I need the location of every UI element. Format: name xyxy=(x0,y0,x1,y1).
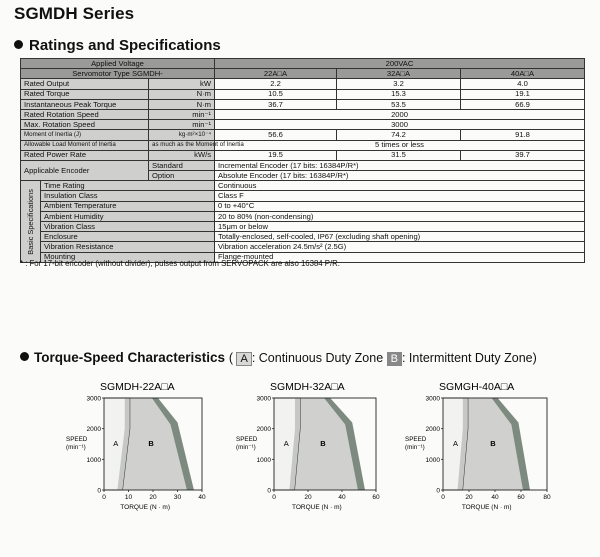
row-unit: kg·m²×10⁻⁴ xyxy=(149,130,215,140)
row-label: Allowable Load Moment of Inertia xyxy=(21,140,149,150)
basic-spec-label xyxy=(21,181,41,263)
table-row xyxy=(21,242,585,252)
encoder-option-label: Option xyxy=(149,171,215,181)
cell: 31.5 xyxy=(337,150,461,160)
x-axis-label: TORQUE (N · m) xyxy=(461,504,512,511)
row-unit: kW xyxy=(149,79,215,89)
cell: 74.2 xyxy=(337,130,461,140)
torque-title-text: Torque-Speed Characteristics xyxy=(34,350,226,365)
torque-section-title xyxy=(20,350,537,366)
encoder-label: Applicable Encoder xyxy=(21,160,149,180)
torque-speed-charts xyxy=(0,376,600,551)
cell: 15.3 xyxy=(337,89,461,99)
row-label: Rated Torque xyxy=(21,89,149,99)
row-label: Rated Power Rate xyxy=(21,150,149,160)
y-tick-label: 0 xyxy=(97,487,101,495)
basic-label: Ambient Humidity xyxy=(41,211,215,221)
ratings-table xyxy=(20,58,585,263)
row-label: Instantaneous Peak Torque xyxy=(21,99,149,109)
x-tick-label: 60 xyxy=(372,494,380,501)
x-tick-label: 0 xyxy=(441,494,445,501)
x-tick-label: 0 xyxy=(102,494,106,501)
chart-title: SGMGH-40A□A xyxy=(439,381,515,393)
table-row xyxy=(21,150,585,160)
y-axis-label: SPEED xyxy=(405,436,427,444)
basic-value: Class F xyxy=(215,191,585,201)
type-22a: 22A□A xyxy=(215,69,337,79)
table-row xyxy=(21,181,585,191)
basic-spec-text: Basic Specifications xyxy=(25,188,35,255)
row-unit: N·m xyxy=(149,99,215,109)
basic-value: 0 to +40°C xyxy=(215,201,585,211)
encoder-standard-value: Incremental Encoder (17 bits: 16384P/R*) xyxy=(215,160,585,170)
x-tick-label: 0 xyxy=(272,494,276,501)
y-tick-label: 3000 xyxy=(86,395,101,403)
x-axis-label: TORQUE (N · m) xyxy=(291,504,342,511)
table-row xyxy=(21,160,585,170)
table-row xyxy=(21,69,585,79)
basic-label: Vibration Resistance xyxy=(41,242,215,252)
y-tick-label: 1000 xyxy=(86,456,101,464)
x-tick-label: 10 xyxy=(124,494,133,501)
basic-value: Continuous xyxy=(215,181,585,191)
basic-label: Insulation Class xyxy=(41,191,215,201)
basic-value: Flange-mounted xyxy=(215,252,585,262)
x-tick-label: 80 xyxy=(543,494,551,501)
cell: 19.1 xyxy=(461,89,585,99)
basic-value: 20 to 80% (non-condensing) xyxy=(215,211,585,221)
cell: 5 times or less xyxy=(215,140,585,150)
encoder-option-value: Absolute Encoder (17 bits: 16384P/R*) xyxy=(215,171,585,181)
cell: 2.2 xyxy=(215,79,337,89)
table-row xyxy=(21,222,585,232)
cell: 4.0 xyxy=(461,79,585,89)
servomotor-type-label: Servomotor Type SGMDH- xyxy=(21,69,215,79)
basic-label: Time Rating xyxy=(41,181,215,191)
row-label: Max. Rotation Speed xyxy=(21,120,149,130)
zone-a-mark: A xyxy=(452,438,458,448)
y-axis-unit: (min⁻¹) xyxy=(236,444,256,452)
row-label-extra: as much as the Moment of Inertia xyxy=(149,140,215,150)
row-label: Moment of Inertia (J) xyxy=(21,130,149,140)
y-tick-label: 3000 xyxy=(425,395,440,403)
cell: 91.8 xyxy=(461,130,585,140)
y-axis-label: SPEED xyxy=(66,436,88,444)
table-row xyxy=(21,59,585,69)
x-tick-label: 20 xyxy=(149,494,157,501)
y-tick-label: 0 xyxy=(267,487,271,495)
y-axis-unit: (min⁻¹) xyxy=(405,444,425,452)
row-label: Rated Rotation Speed xyxy=(21,109,149,119)
zone-a-badge: A xyxy=(236,352,251,366)
x-tick-label: 40 xyxy=(338,494,346,501)
y-tick-label: 3000 xyxy=(256,395,271,403)
cell: 10.5 xyxy=(215,89,337,99)
y-axis-unit: (min⁻¹) xyxy=(66,444,86,452)
table-row xyxy=(21,79,585,89)
x-tick-label: 30 xyxy=(173,494,182,501)
y-tick-label: 0 xyxy=(436,487,440,495)
cell: 36.7 xyxy=(215,99,337,109)
zone-b-badge: B xyxy=(387,352,402,366)
row-unit: kW/s xyxy=(149,150,215,160)
chart-title: SGMDH-32A□A xyxy=(270,381,345,393)
zone-a-mark: A xyxy=(113,438,119,448)
torque-legend xyxy=(229,351,537,365)
type-32a: 32A□A xyxy=(337,69,461,79)
x-tick-label: 20 xyxy=(304,494,312,501)
basic-label: Ambient Temperature xyxy=(41,201,215,211)
row-unit: min⁻¹ xyxy=(149,120,215,130)
table-row xyxy=(21,130,585,140)
x-tick-label: 60 xyxy=(517,494,525,501)
x-tick-label: 20 xyxy=(465,494,473,501)
table-row xyxy=(21,120,585,130)
series-title: SGMDH Series xyxy=(14,4,135,23)
ratings-section-title xyxy=(14,37,221,54)
table-row xyxy=(21,232,585,242)
table-row xyxy=(21,99,585,109)
x-axis-label: TORQUE (N · m) xyxy=(120,504,171,511)
applied-voltage-label: Applied Voltage xyxy=(21,59,215,69)
cell: 2000 xyxy=(215,109,585,119)
basic-value: Vibration acceleration 24.5m/s² (2.5G) xyxy=(215,242,585,252)
y-tick-label: 1000 xyxy=(425,456,440,464)
y-tick-label: 2000 xyxy=(86,426,101,434)
basic-value: Totally-enclosed, self-cooled, IP67 (excluding shaft opening) xyxy=(215,232,585,242)
ratings-title-text: Ratings and Specifications xyxy=(29,37,221,54)
cell: 19.5 xyxy=(215,150,337,160)
cell: 3000 xyxy=(215,120,585,130)
y-tick-label: 2000 xyxy=(425,426,440,434)
basic-label: Enclosure xyxy=(41,232,215,242)
row-unit: N·m xyxy=(149,89,215,99)
cell: 53.5 xyxy=(337,99,461,109)
basic-label: Vibration Class xyxy=(41,222,215,232)
table-row xyxy=(21,109,585,119)
table-row xyxy=(21,201,585,211)
y-tick-label: 1000 xyxy=(256,456,271,464)
chart-title: SGMDH-22A□A xyxy=(100,381,175,393)
table-row xyxy=(21,140,585,150)
cell: 66.9 xyxy=(461,99,585,109)
encoder-standard-label: Standard xyxy=(149,160,215,170)
zone-b-text: : Intermittent Duty Zone) xyxy=(401,351,537,365)
y-tick-label: 2000 xyxy=(256,426,271,434)
zone-b-mark: B xyxy=(490,438,496,448)
table-row xyxy=(21,211,585,221)
basic-label: Mounting xyxy=(41,252,215,262)
cell: 56.6 xyxy=(215,130,337,140)
row-label: Rated Output xyxy=(21,79,149,89)
table-row xyxy=(21,89,585,99)
applied-voltage-value: 200VAC xyxy=(215,59,585,69)
type-40a: 40A□A xyxy=(461,69,585,79)
table-row xyxy=(21,191,585,201)
y-axis-label: SPEED xyxy=(236,436,258,444)
row-unit: min⁻¹ xyxy=(149,109,215,119)
zone-a-text: : Continuous Duty Zone xyxy=(251,351,384,365)
x-tick-label: 40 xyxy=(491,494,499,501)
cell: 39.7 xyxy=(461,150,585,160)
bullet-icon xyxy=(14,40,23,49)
zone-b-mark: B xyxy=(148,438,154,448)
bullet-icon xyxy=(20,352,29,361)
zone-b-mark: B xyxy=(320,438,326,448)
footnote: * : For 17-bit encoder (without divider), pulses output from SERVOPACK are also 16384 P/R. xyxy=(20,259,340,268)
open-paren: ( xyxy=(228,351,233,365)
x-tick-label: 40 xyxy=(198,494,206,501)
basic-value: 15μm or below xyxy=(215,222,585,232)
zone-a-mark: A xyxy=(283,438,289,448)
cell: 3.2 xyxy=(337,79,461,89)
